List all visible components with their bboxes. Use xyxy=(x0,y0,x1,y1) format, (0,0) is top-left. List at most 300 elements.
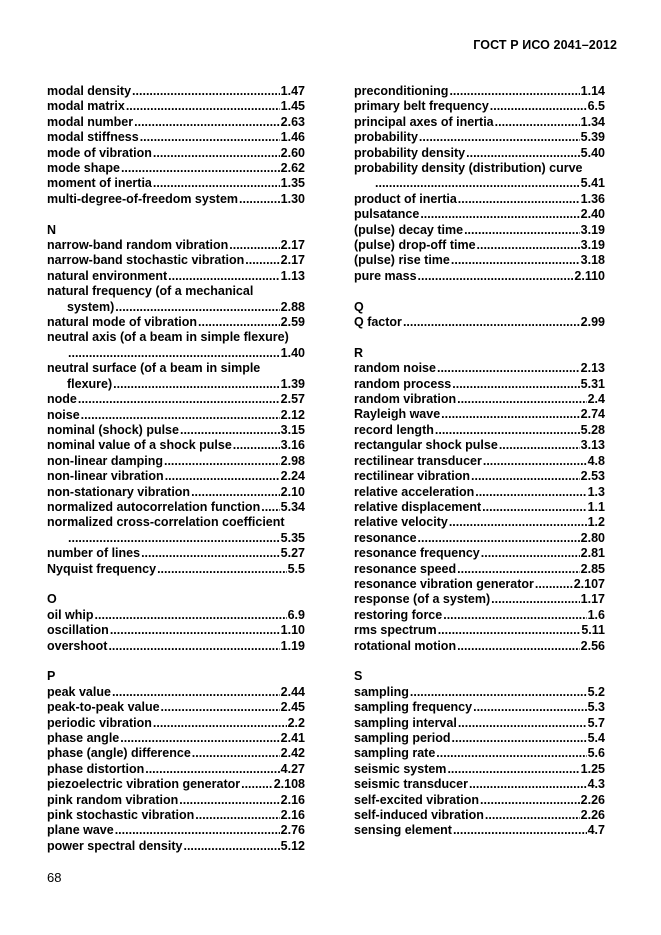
entry-page-ref: 1.17 xyxy=(580,592,605,607)
entry-term: sampling interval xyxy=(354,715,457,730)
index-section xyxy=(47,223,305,577)
entry-term: phase (angle) difference xyxy=(47,746,191,761)
leader-dots xyxy=(198,315,280,330)
entry-term: (pulse) drop-off time xyxy=(354,238,476,253)
entry-page-ref: 2.60 xyxy=(280,145,305,160)
entry-term: mode shape xyxy=(47,161,120,176)
entry-row xyxy=(47,808,305,823)
entry-row xyxy=(354,469,605,484)
entry-term: pure mass xyxy=(354,268,417,283)
index-entry xyxy=(354,500,605,515)
entry-page-ref: 1.2 xyxy=(587,515,605,530)
entry-row xyxy=(354,823,605,838)
index-entry xyxy=(47,469,305,484)
index-entry xyxy=(47,777,305,792)
entry-term: oil whip xyxy=(47,607,94,622)
entry-term: multi-degree-of-freedom system xyxy=(47,191,239,206)
entry-row xyxy=(354,146,605,161)
entry-row xyxy=(47,161,305,176)
entry-continuation xyxy=(354,176,605,191)
entry-row xyxy=(47,99,305,114)
index-entry xyxy=(354,746,605,761)
entry-term: probability density (distribution) curve xyxy=(354,161,583,176)
index-entry xyxy=(354,315,605,330)
entry-row xyxy=(354,207,605,222)
section-letter: S xyxy=(354,669,363,684)
leader-dots xyxy=(126,99,280,114)
index-entry xyxy=(47,423,305,438)
entry-row xyxy=(354,361,605,376)
entry-term: nominal (shock) pulse xyxy=(47,422,179,437)
entry-term: rotational motion xyxy=(354,638,457,653)
index-entry xyxy=(47,192,305,207)
entry-row xyxy=(354,716,605,731)
leader-dots xyxy=(466,146,580,161)
entry-page-ref: 2.16 xyxy=(280,792,305,807)
leader-dots xyxy=(239,192,280,207)
leader-dots xyxy=(482,500,586,515)
index-entry xyxy=(47,746,305,761)
leader-dots xyxy=(229,238,279,253)
entry-continuation xyxy=(47,346,305,361)
index-entry xyxy=(354,438,605,453)
entry-page-ref: 2.63 xyxy=(280,114,305,129)
leader-dots xyxy=(437,361,580,376)
leader-dots xyxy=(457,562,580,577)
leader-dots xyxy=(68,531,280,546)
entry-row xyxy=(47,269,305,284)
index-entry xyxy=(47,608,305,623)
entry-row xyxy=(354,808,605,823)
index-entry xyxy=(354,623,605,638)
entry-page-ref: 5.11 xyxy=(581,623,605,638)
entry-row xyxy=(47,408,305,423)
index-entry xyxy=(47,562,305,577)
leader-dots xyxy=(420,207,579,222)
leader-dots xyxy=(419,130,580,145)
entry-term: flexure) xyxy=(67,376,113,391)
index-entry xyxy=(354,562,605,577)
entry-term: rms spectrum xyxy=(354,623,437,638)
index-entry xyxy=(354,361,605,376)
entry-page-ref: 1.3 xyxy=(587,484,605,499)
document-header: ГОСТ Р ИСО 2041–2012 xyxy=(473,38,617,52)
index-section xyxy=(47,84,305,207)
leader-dots xyxy=(449,515,587,530)
entry-row xyxy=(354,423,605,438)
entry-page-ref: 5.3 xyxy=(587,700,605,715)
index-entry xyxy=(354,223,605,238)
entry-row xyxy=(354,253,605,268)
leader-dots xyxy=(464,223,580,238)
index-section xyxy=(354,84,605,284)
entry-row xyxy=(354,639,605,654)
index-column-left xyxy=(47,84,305,854)
leader-dots xyxy=(443,608,586,623)
entry-term: sampling xyxy=(354,684,409,699)
index-column-right xyxy=(354,84,605,839)
entry-term: Q factor xyxy=(354,315,402,330)
index-entry xyxy=(354,115,605,130)
index-entry xyxy=(47,238,305,253)
entry-term: narrow-band random vibration xyxy=(47,238,229,253)
leader-dots xyxy=(438,623,581,638)
leader-dots xyxy=(179,793,279,808)
entry-term: resonance speed xyxy=(354,561,457,576)
entry-row xyxy=(47,469,305,484)
leader-dots xyxy=(447,762,579,777)
entry-row xyxy=(47,700,305,715)
leader-dots xyxy=(457,639,580,654)
entry-page-ref: 2.26 xyxy=(580,792,605,807)
index-entry xyxy=(354,823,605,838)
leader-dots xyxy=(499,438,580,453)
entry-term: peak-to-peak value xyxy=(47,700,160,715)
index-entry xyxy=(47,808,305,823)
index-entry xyxy=(354,577,605,592)
entry-term: relative displacement xyxy=(354,499,482,514)
leader-dots xyxy=(180,423,280,438)
leader-dots xyxy=(153,146,280,161)
entry-row xyxy=(354,731,605,746)
index-entry xyxy=(47,762,305,777)
entry-term: random noise xyxy=(354,361,436,376)
entry-page-ref: 5.5 xyxy=(287,561,305,576)
index-entry xyxy=(47,515,305,546)
entry-row xyxy=(354,700,605,715)
entry-row xyxy=(47,438,305,453)
leader-dots xyxy=(95,608,287,623)
index-entry xyxy=(47,253,305,268)
entry-page-ref: 1.35 xyxy=(280,176,305,191)
entry-row xyxy=(354,500,605,515)
entry-row xyxy=(354,793,605,808)
index-entry xyxy=(47,700,305,715)
leader-dots xyxy=(477,238,580,253)
entry-term: neutral surface (of a beam in simple xyxy=(47,361,261,376)
entry-term: neutral axis (of a beam in simple flexure) xyxy=(47,330,289,345)
entry-row xyxy=(354,84,605,99)
entry-row xyxy=(47,562,305,577)
leader-dots xyxy=(475,485,586,500)
entry-page-ref: 6.9 xyxy=(287,607,305,622)
entry-term: Rayleigh wave xyxy=(354,407,441,422)
leader-dots xyxy=(452,377,579,392)
entry-page-ref: 2.45 xyxy=(280,700,305,715)
entry-term: rectilinear transducer xyxy=(354,453,482,468)
entry-term: non-linear vibration xyxy=(47,469,164,484)
entry-term: plane wave xyxy=(47,823,114,838)
entry-term: primary belt frequency xyxy=(354,99,489,114)
entry-term: moment of inertia xyxy=(47,176,152,191)
entry-row xyxy=(47,546,305,561)
entry-term: seismic system xyxy=(354,761,447,776)
entry-page-ref: 2.110 xyxy=(574,268,605,283)
entry-page-ref: 5.27 xyxy=(280,546,305,561)
entry-row xyxy=(354,531,605,546)
entry-row xyxy=(47,115,305,130)
index-entry xyxy=(47,500,305,515)
leader-dots xyxy=(436,746,586,761)
entry-term: sampling period xyxy=(354,730,451,745)
leader-dots xyxy=(261,500,279,515)
leader-dots xyxy=(457,392,587,407)
leader-dots xyxy=(490,99,587,114)
leader-dots xyxy=(157,562,287,577)
entry-page-ref: 2.80 xyxy=(580,530,605,545)
entry-page-ref: 2.40 xyxy=(580,207,605,222)
entry-term: periodic vibration xyxy=(47,715,152,730)
entry-row xyxy=(47,746,305,761)
leader-dots xyxy=(68,346,280,361)
entry-term: principal axes of inertia xyxy=(354,114,494,129)
entry-term: non-linear damping xyxy=(47,453,163,468)
leader-dots xyxy=(191,485,280,500)
entry-page-ref: 5.35 xyxy=(280,530,305,545)
index-entry xyxy=(354,392,605,407)
entry-row xyxy=(354,454,605,469)
entry-page-ref: 1.47 xyxy=(280,84,305,98)
entry-page-ref: 1.6 xyxy=(587,607,605,622)
entry-row xyxy=(354,546,605,561)
entry-page-ref: 5.28 xyxy=(580,422,605,437)
index-entry xyxy=(47,161,305,176)
index-entry xyxy=(354,808,605,823)
entry-term: relative velocity xyxy=(354,515,448,530)
index-entry xyxy=(47,392,305,407)
entry-page-ref: 1.34 xyxy=(580,114,605,129)
index-entry xyxy=(354,423,605,438)
entry-row xyxy=(354,407,605,422)
entry-row xyxy=(47,192,305,207)
entry-page-ref: 1.30 xyxy=(280,191,305,206)
entry-page-ref: 2.107 xyxy=(573,576,605,591)
entry-row xyxy=(47,716,305,731)
leader-dots xyxy=(110,623,280,638)
entry-row xyxy=(47,176,305,191)
entry-page-ref: 2.4 xyxy=(587,392,605,407)
entry-page-ref: 2.41 xyxy=(280,730,305,745)
leader-dots xyxy=(491,592,579,607)
entry-term: seismic transducer xyxy=(354,777,468,792)
section-letter: O xyxy=(47,592,57,607)
entry-page-ref: 4.8 xyxy=(587,453,605,468)
entry-page-ref: 2.24 xyxy=(280,469,305,484)
index-entry xyxy=(47,99,305,114)
section-letter: N xyxy=(47,222,57,237)
entry-page-ref: 2.76 xyxy=(280,823,305,838)
leader-dots xyxy=(418,531,580,546)
entry-page-ref: 4.27 xyxy=(280,761,305,776)
index-entry xyxy=(354,716,605,731)
leader-dots xyxy=(164,454,280,469)
entry-row xyxy=(354,238,605,253)
leader-dots xyxy=(480,793,580,808)
entry-term: preconditioning xyxy=(354,84,449,98)
entry-row xyxy=(47,731,305,746)
entry-page-ref: 1.45 xyxy=(280,99,305,114)
index-entry xyxy=(47,454,305,469)
entry-page-ref: 3.13 xyxy=(580,438,605,453)
leader-dots xyxy=(192,746,280,761)
entry-page-ref: 2.17 xyxy=(280,238,305,253)
index-entry xyxy=(354,639,605,654)
entry-row xyxy=(354,438,605,453)
entry-page-ref: 2.56 xyxy=(580,638,605,653)
entry-row xyxy=(354,192,605,207)
index-entry xyxy=(47,84,305,99)
entry-term: relative acceleration xyxy=(354,484,475,499)
index-entry xyxy=(47,546,305,561)
entry-row xyxy=(354,377,605,392)
entry-term: sampling rate xyxy=(354,746,436,761)
index-entry xyxy=(354,793,605,808)
entry-term: pink stochastic vibration xyxy=(47,808,195,822)
entry-row xyxy=(354,746,605,761)
index-entry xyxy=(354,454,605,469)
index-entry xyxy=(47,839,305,854)
index-entry xyxy=(47,146,305,161)
entry-row xyxy=(47,685,305,700)
index-entry xyxy=(354,238,605,253)
section-letter: P xyxy=(47,669,56,684)
entry-term: rectilinear vibration xyxy=(354,469,471,484)
entry-page-ref: 1.39 xyxy=(280,376,305,391)
index-section xyxy=(47,592,305,654)
entry-page-ref: 3.18 xyxy=(580,253,605,268)
entry-page-ref: 2.26 xyxy=(580,808,605,822)
leader-dots xyxy=(120,731,279,746)
entry-row xyxy=(47,777,305,792)
leader-dots xyxy=(418,269,574,284)
leader-dots xyxy=(112,685,280,700)
leader-dots xyxy=(410,685,587,700)
entry-page-ref: 3.16 xyxy=(280,438,305,453)
index-entry xyxy=(354,515,605,530)
index-entry xyxy=(47,269,305,284)
leader-dots xyxy=(233,438,280,453)
entry-page-ref: 1.1 xyxy=(587,499,605,514)
entry-page-ref: 1.40 xyxy=(280,345,305,360)
entry-page-ref: 2.2 xyxy=(287,715,305,730)
index-entry xyxy=(47,330,305,361)
index-entry xyxy=(47,731,305,746)
entry-term: overshoot xyxy=(47,638,108,653)
leader-dots xyxy=(375,176,580,191)
entry-term: mode of vibration xyxy=(47,145,152,160)
entry-row xyxy=(354,99,605,114)
entry-row xyxy=(354,115,605,130)
index-entry xyxy=(47,408,305,423)
entry-term: non-stationary vibration xyxy=(47,484,191,499)
index-entry xyxy=(47,639,305,654)
entry-term: random process xyxy=(354,376,452,391)
entry-row xyxy=(47,238,305,253)
entry-page-ref: 2.108 xyxy=(273,777,305,792)
entry-term: noise xyxy=(47,407,80,422)
leader-dots xyxy=(195,808,279,823)
entry-term: record length xyxy=(354,422,434,437)
entry-term: sensing element xyxy=(354,823,452,838)
entry-row xyxy=(47,639,305,654)
entry-term: system) xyxy=(67,299,115,314)
entry-page-ref: 2.42 xyxy=(280,746,305,761)
leader-dots xyxy=(458,192,580,207)
entry-page-ref: 5.34 xyxy=(280,499,305,514)
leader-dots xyxy=(115,823,280,838)
index-entry xyxy=(47,284,305,315)
entry-page-ref: 2.57 xyxy=(280,392,305,407)
index-entry xyxy=(354,608,605,623)
entry-term: modal matrix xyxy=(47,99,125,114)
entry-row xyxy=(354,762,605,777)
entry-row xyxy=(354,223,605,238)
entry-term: resonance vibration generator xyxy=(354,576,534,591)
entry-term: sampling frequency xyxy=(354,700,473,715)
index-entry xyxy=(354,207,605,222)
leader-dots xyxy=(134,115,280,130)
entry-row xyxy=(47,454,305,469)
index-entry xyxy=(354,685,605,700)
entry-term: power spectral density xyxy=(47,838,183,853)
entry-page-ref: 1.19 xyxy=(280,638,305,653)
entry-term: modal number xyxy=(47,114,134,129)
index-entry xyxy=(354,731,605,746)
index-entry xyxy=(354,485,605,500)
index-section xyxy=(354,300,605,331)
entry-page-ref: 5.12 xyxy=(280,838,305,853)
entry-row xyxy=(47,485,305,500)
index-entry xyxy=(47,176,305,191)
entry-term: peak value xyxy=(47,684,111,699)
leader-dots xyxy=(441,407,580,422)
entry-row xyxy=(354,392,605,407)
entry-page-ref: 2.44 xyxy=(280,684,305,699)
leader-dots xyxy=(108,639,279,654)
entry-page-ref: 3.19 xyxy=(580,238,605,253)
entry-page-ref: 2.13 xyxy=(580,361,605,376)
leader-dots xyxy=(403,315,580,330)
entry-term: pulsatance xyxy=(354,207,420,222)
index-entry xyxy=(47,438,305,453)
entry-row xyxy=(354,515,605,530)
entry-term: number of lines xyxy=(47,546,141,561)
index-entry xyxy=(47,793,305,808)
entry-row xyxy=(47,146,305,161)
entry-term: (pulse) decay time xyxy=(354,222,464,237)
page-number: 68 xyxy=(47,870,62,885)
entry-page-ref: 2.10 xyxy=(280,484,305,499)
entry-page-ref: 2.81 xyxy=(580,546,605,561)
leader-dots xyxy=(115,300,279,315)
index-entry xyxy=(354,192,605,207)
entry-row xyxy=(354,592,605,607)
entry-row xyxy=(354,685,605,700)
leader-dots xyxy=(153,176,280,191)
entry-row xyxy=(354,777,605,792)
entry-term: natural environment xyxy=(47,268,168,283)
entry-page-ref: 5.39 xyxy=(580,130,605,145)
leader-dots xyxy=(241,777,273,792)
leader-dots xyxy=(473,700,587,715)
entry-row xyxy=(354,269,605,284)
leader-dots xyxy=(453,823,587,838)
entry-term: normalized cross-correlation coefficient xyxy=(47,515,285,530)
entry-term: probability density xyxy=(354,145,466,160)
entry-page-ref: 2.62 xyxy=(280,161,305,176)
entry-page-ref: 2.88 xyxy=(280,299,305,314)
leader-dots xyxy=(81,408,280,423)
